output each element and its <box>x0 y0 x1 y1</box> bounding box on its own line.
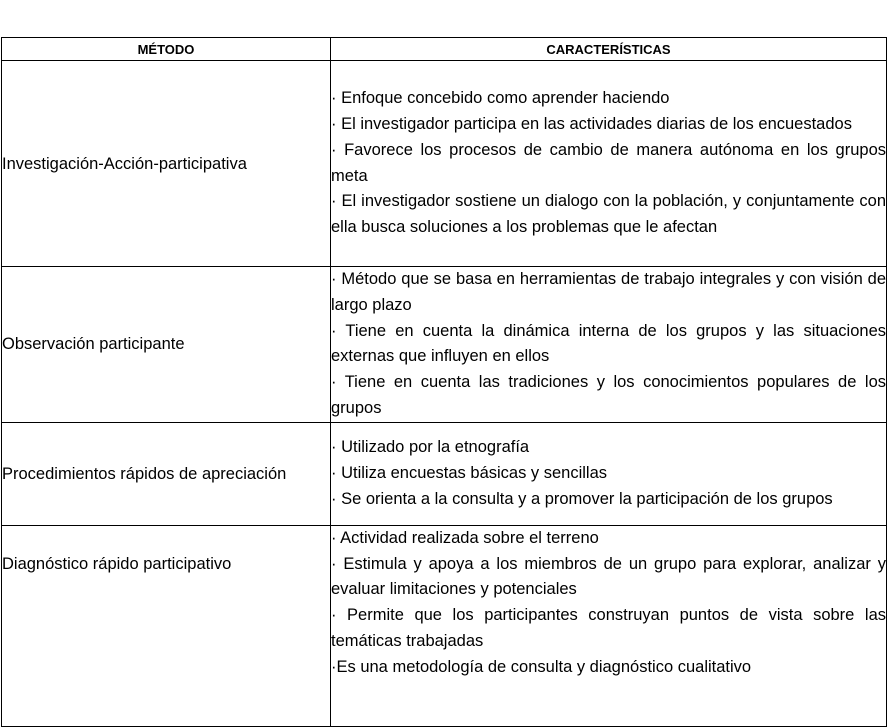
characteristic-item: ·Es una metodología de consulta y diagnóstico cualitativo <box>331 657 752 676</box>
characteristics-cell <box>331 61 887 267</box>
characteristic-item: · Utilizado por la etnografía <box>331 438 530 457</box>
characteristics-cell <box>331 267 887 423</box>
characteristic-item: · Método que se basa en herramientas de trabajo integrales y con visión de largo plazo <box>331 270 886 314</box>
characteristic-item: · Permite que los participantes construyan puntos de vista sobre las temáticas trabajadas <box>331 606 886 650</box>
methods-table <box>1 37 887 727</box>
characteristic-item: · El investigador sostiene un dialogo con la población, y conjuntamente con ella busca soluciones a los problemas que le afectan <box>331 192 886 237</box>
method-name: Investigación-Acción-participativa <box>2 61 331 267</box>
table-row <box>2 422 887 525</box>
characteristic-item: · Tiene en cuenta las tradiciones y los conocimientos populares de los grupos <box>331 373 886 417</box>
characteristic-item: · Utiliza encuestas básicas y sencillas <box>331 463 608 482</box>
characteristic-item: · Actividad realizada sobre el terreno <box>331 528 599 547</box>
characteristic-item: · Se orienta a la consulta y a promover la participación de los grupos <box>331 489 833 508</box>
table-row <box>2 267 887 423</box>
method-name: Diagnóstico rápido participativo <box>2 525 331 726</box>
table-row <box>2 61 887 267</box>
characteristic-item: · Enfoque concebido como aprender haciendo <box>331 89 670 108</box>
characteristic-item: · Favorece los procesos de cambio de manera autónoma en los grupos meta <box>331 140 886 185</box>
characteristic-item: · El investigador participa en las actividades diarias de los encuestados <box>331 114 852 133</box>
table-row <box>2 525 887 726</box>
characteristics-cell <box>331 525 887 726</box>
characteristic-item: · Estimula y apoya a los miembros de un grupo para explorar, analizar y evaluar limitaciones y potenciales <box>331 554 886 599</box>
characteristic-item: · Tiene en cuenta la dinámica interna de los grupos y las situaciones externas que influyen en ellos <box>331 321 886 366</box>
characteristics-cell <box>331 422 887 525</box>
table-header-row <box>2 38 887 61</box>
header-characteristics: CARACTERÍSTICAS <box>331 38 887 61</box>
method-name: Observación participante <box>2 267 331 423</box>
header-method: MÉTODO <box>2 38 331 61</box>
method-name: Procedimientos rápidos de apreciación <box>2 422 331 525</box>
